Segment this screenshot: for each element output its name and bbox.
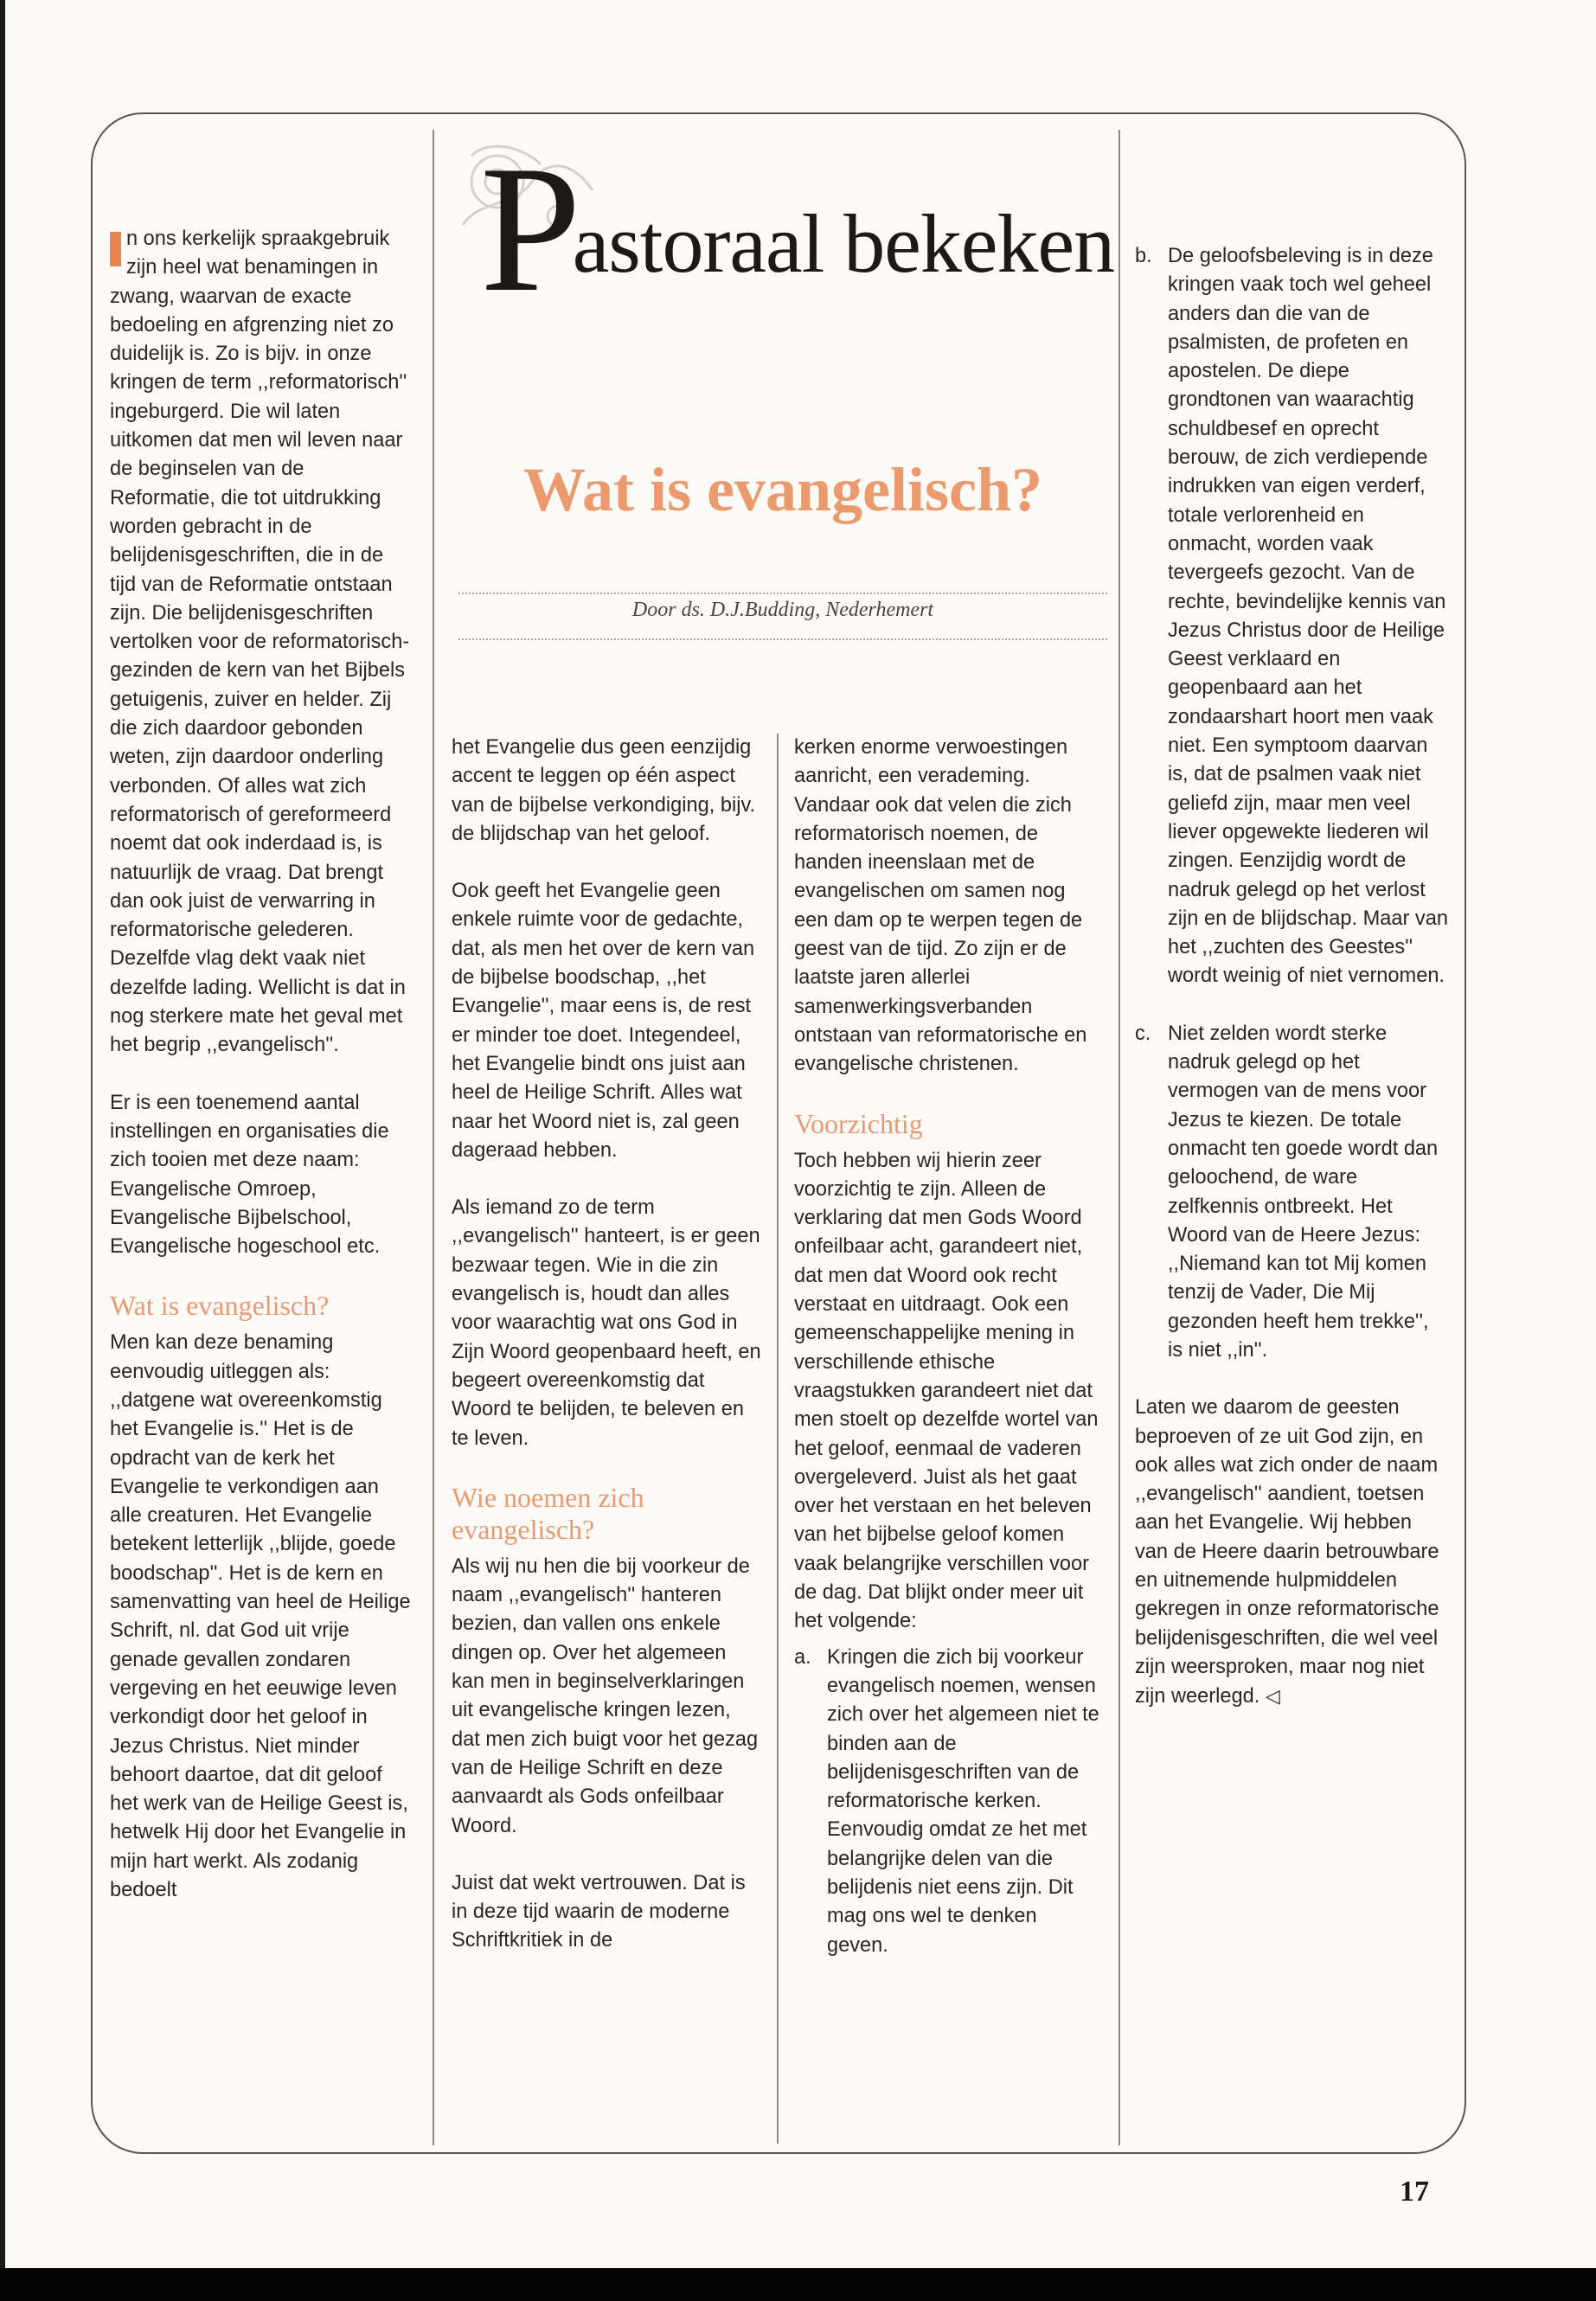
scan-edge: [0, 0, 5, 2268]
drop-cap: [110, 232, 121, 266]
list-item-text: De geloofsbeleving is in deze kringen vaak toch wel geheel anders dan die van de psalmisten, de profeten en apostelen. De diepe grondtonen van waarachtig schuldbesef en oprecht berouw, de zich verdiepende indrukken van eigen verderf, totale verlorenheid en onmacht, worden vaak tevergeefs gezocht. Van de rechte, bevindelijke kennis van Jezus Christus door de Heilige Geest verklaard en geopenbaard aan het zondaarshart hoort men vaak niet. Een symptoom daarvan is, dat de psalmen vaak niet geliefd zijn, maar men veel liever opgewekte liederen wil zingen. Eenzijdig wordt de nadruk gelegd op het verlost zijn en de blijdschap. Maar van het ,,zuchten des Geestes'' wordt weinig of niet vernomen.: [1168, 245, 1448, 988]
column-4: [1135, 242, 1448, 1740]
column-2: [452, 734, 761, 1984]
rule-top: [458, 593, 1107, 594]
title-rest: astoraal bekeken: [572, 197, 1115, 290]
scan-bottom-edge: [0, 2268, 1596, 2301]
paragraph-text: n ons kerkelijk spraakgebruik zijn heel wat benamingen in zwang, waarvan de exacte bedoeling en afgrenzing niet zo duidelijk is. Zo is bijv. in onze kringen de term ,,reformatorisch'' ingeburgerd. Die wil laten uitkomen dat men wil leven naar de beginselen van de Reformatie, die tot uitdrukking worden gebracht in de belijdenisgeschriften, die in de tijd van de Reformatie ontstaan zijn. Die belijdenisgeschriften vertolken voor de reformatorisch-gezinden de kern van het Bijbels getuigenis, zuiver en helder. Zij die zich daardoor gebonden weten, zijn daardoor onderling verbonden. Of alles wat zich reformatorisch of gereformeerd noemt dat ook inderdaad is, is natuurlijk de vraag. Dat brengt dan ook juist de verwarring in reformatorische gelederen. Dezelfde vlag dekt vaak niet dezelfde lading. Wellicht is dat in nog sterkere mate het geval met het begrip ,,evangelisch''.: [110, 228, 410, 1057]
section-heading: Wat is evangelisch?: [110, 1290, 330, 1322]
list-item-text: Niet zelden wordt sterke nadruk gelegd op het vermogen van de mens voor Jezus te kiezen. De totale onmacht ten goede wordt dan geloochend, de ware zelfkennis ontbreekt. Het Woord van de Heere Jezus: ,,Niemand kan tot Mij komen tenzij de Vader, Die Mij gezonden heeft hem trekke'', is niet ,,in''.: [1168, 1022, 1439, 1362]
byline: Door ds. D.J.Budding, Nederhemert: [631, 599, 934, 621]
list-item: [1135, 242, 1448, 991]
paragraph: Ook geeft het Evangelie geen enkele ruimte voor de gedachte, dat, als men het over de kern van de bijbelse boodschap, ,,het Evangelie'', maar eens is, de rest er minder toe doet. Integendeel, het Evangelie bindt ons juist aan heel de Heilige Schrift. Alles wat naar het Woord niet is, zal geen dageraad hebben.: [452, 880, 755, 1162]
title-initial: P: [480, 129, 573, 330]
list-item: [1135, 1020, 1448, 1366]
list-item: [794, 1644, 1104, 1960]
paragraph-text: Laten we daarom de geesten beproeven of ze uit God zijn, en ook alles wat zich onder de naam ,,evangelisch'' aandient, toetsen aan het Evangelie. Wij hebben van de Heere daarin betrouwbare en uitnemende hulpmiddelen gekregen in onze reformatorische belijdenisgeschriften, die wel veel zijn weersproken, maar nog niet zijn weerlegd.: [1135, 1396, 1439, 1708]
paragraph: Juist dat wekt vertrouwen. Dat is in deze tijd waarin de moderne Schriftkritiek in de: [452, 1871, 746, 1952]
paragraph: Toch hebben wij hierin zeer voorzichtig te zijn. Alleen de verklaring dat men Gods Woord onfeilbaar acht, garandeert niet, dat men dat Woord ook recht verstaat en uitdraagt. Ook een gemeenschappelijke mening in verschillende ethische vraagstukken garandeert niet dat men stoelt op dezelfde wortel van het geloof, eenmaal de vaderen overgeleverd. Juist als het gaat over het verstaan en het beleven van het bijbelse geloof komen vaak belangrijke verschillen voor de dag. Dat blijkt onder meer uit het volgende:: [794, 1149, 1099, 1633]
paragraph: Als iemand zo de term ,,evangelisch'' hanteert, is er geen bezwaar tegen. Wie in die zin evangelisch is, houdt dan alles voor waarachtig wat ons God in Zijn Woord geopenbaard heeft, en begeert overeenkomstig dat Woord te belijden, te beleven en te leven.: [452, 1196, 761, 1450]
paragraph: Men kan deze benaming eenvoudig uitleggen als: ,,datgene wat overeenkomstig het Evangelie is.'' Het is de opdracht van de kerk het Evangelie te verkondigen aan alle creaturen. Het Evangelie betekent letterlijk ,,blijde, goede boodschap''. Het is de kern en samenvatting van heel de Heilige Schrift, nl. dat God uit vrije genade gevallen zondaren vergeving en het eeuwige leven verkondigt door het geloof in Jezus Christus. Niet minder behoort daartoe, dat dit geloof het werk van de Heilige Geest is, hetwelk Hij door het Evangelie in mijn hart werkt. Als zodanig bedoelt: [110, 1331, 411, 1902]
section-heading: Voorzichtig: [794, 1107, 923, 1139]
list-marker: c.: [1135, 1022, 1151, 1045]
list-marker: b.: [1135, 245, 1152, 267]
article-title: Wat is evangelisch?: [522, 455, 1042, 524]
paragraph: Er is een toenemend aantal instellingen en organisaties die zich tooien met deze naam: Evangelische Omroep, Evangelische Bijbelschool, Evangelische hogeschool etc.: [110, 1091, 389, 1259]
end-mark-icon: ◁: [1265, 1685, 1280, 1708]
page-title: [480, 129, 1115, 330]
paragraph: Als wij nu hen die bij voorkeur de naam ,,evangelisch'' hanteren bezien, dan vallen ons enkele dingen op. Over het algemeen kan men in beginselverklaringen uit evangelische kringen lezen, dat men zich buigt voor het gezag van de Heilige Schrift en deze aanvaardt als Gods onfeilbaar Woord.: [452, 1554, 759, 1837]
column-divider-3: [1118, 130, 1120, 2145]
page-number: 17: [1400, 2176, 1429, 2208]
list-item-text: Kringen die zich bij voorkeur evangelisch noemen, wensen zich over het algemeen niet te binden aan de belijdenisgeschriften van de reformatorische kerken. Eenvoudig omdat ze het met belangrijke delen van die belijdenis niet eens zijn. Dit mag ons wel te denken geven.: [827, 1645, 1099, 1957]
column-divider-1: [433, 130, 434, 2145]
paragraph: het Evangelie dus geen eenzijdig accent te leggen op één aspect van de bijbelse verkondiging, bijv. de blijdschap van het geloof.: [452, 736, 756, 845]
list-marker: a.: [794, 1645, 811, 1669]
paragraph: [110, 225, 413, 1061]
rule-bottom: [458, 638, 1107, 640]
column-3: [794, 734, 1104, 1989]
paragraph: [1135, 1394, 1448, 1711]
column-divider-2: [777, 734, 779, 2144]
column-1: [110, 225, 413, 1933]
section-heading: Wie noemen zich evangelisch?: [452, 1481, 644, 1545]
paragraph: kerken enorme verwoestingen aanricht, een verademing. Vandaar ook dat velen die zich reformatorisch noemen, de handen ineenslaan met de evangelischen om samen nog een dam op te werpen tegen de geest van de tijd. Zo zijn er de laatste jaren allerlei samenwerkingsverbanden ontstaan van reformatorische en evangelische christenen.: [794, 736, 1087, 1076]
